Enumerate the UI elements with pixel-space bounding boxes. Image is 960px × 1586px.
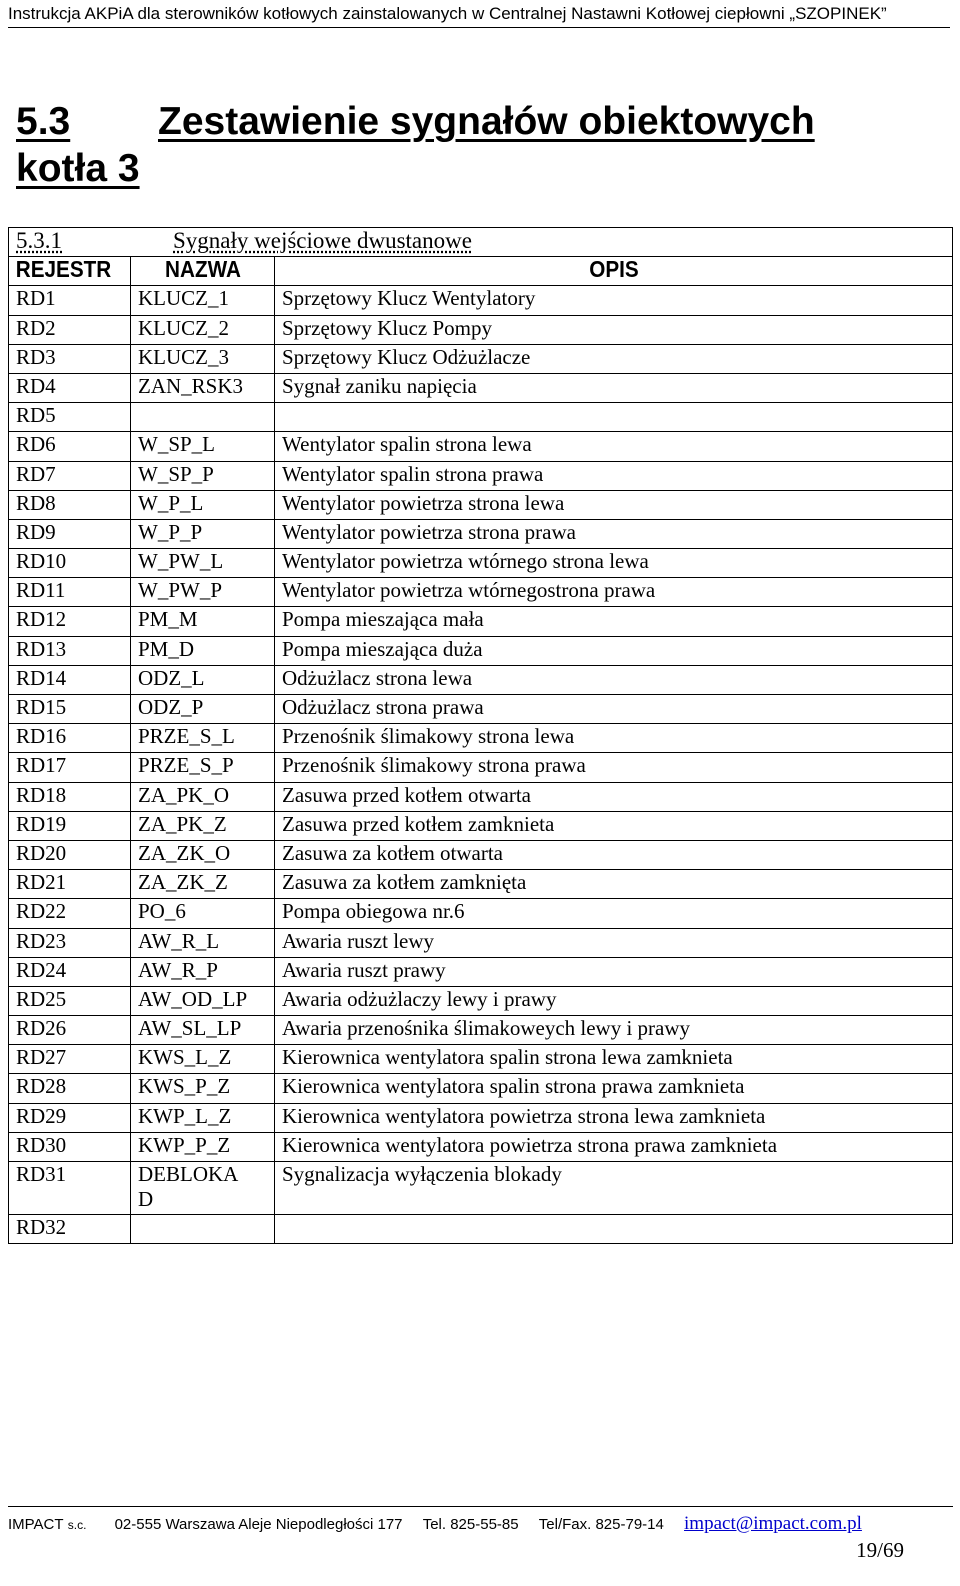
cell-description: Zasuwa za kotłem zamknięta: [275, 870, 953, 899]
cell-register: RD17: [9, 753, 131, 782]
page-number: 19/69: [856, 1538, 904, 1562]
header-description: OPIS: [308, 257, 918, 286]
footer-fax: Tel/Fax. 825-79-14: [538, 1516, 664, 1533]
cell-description: Wentylator spalin strona prawa: [275, 461, 953, 490]
cell-description: Zasuwa przed kotłem otwarta: [275, 782, 953, 811]
cell-name: KLUCZ_1: [131, 286, 275, 315]
header-name: NAZWA: [138, 257, 268, 286]
cell-description: Zasuwa za kotłem otwarta: [275, 840, 953, 869]
cell-name: W_PW_P: [131, 578, 275, 607]
cell-description: Wentylator powietrza wtórnego strona lewa: [275, 549, 953, 578]
cell-register: RD5: [9, 403, 131, 432]
cell-description: Sygnalizacja wyłączenia blokady: [275, 1162, 953, 1215]
table-row: [9, 461, 953, 490]
cell-description: Kierownica wentylatora powietrza strona lewa zamknieta: [275, 1103, 953, 1132]
table-row: [9, 519, 953, 548]
cell-description: [275, 1215, 953, 1244]
table-row: [9, 695, 953, 724]
header-register: REJESTR: [9, 257, 119, 286]
footer-address: 02-555 Warszawa Aleje Niepodległości 177: [114, 1516, 403, 1533]
signals-table: [8, 227, 953, 1244]
cell-name: AW_SL_LP: [131, 1016, 275, 1045]
cell-description: Awaria ruszt prawy: [275, 957, 953, 986]
cell-description: Sprzętowy Klucz Odżużlacze: [275, 344, 953, 373]
cell-name: [131, 403, 275, 432]
cell-name: PO_6: [131, 899, 275, 928]
table-row: [9, 607, 953, 636]
cell-register: RD8: [9, 490, 131, 519]
table-row: [9, 753, 953, 782]
cell-name: AW_R_L: [131, 928, 275, 957]
cell-name: KWS_P_Z: [131, 1074, 275, 1103]
cell-name: KWP_L_Z: [131, 1103, 275, 1132]
cell-register: RD30: [9, 1132, 131, 1161]
table-row: [9, 724, 953, 753]
table-header-row: [9, 257, 953, 286]
table-row: [9, 315, 953, 344]
cell-name: W_P_P: [131, 519, 275, 548]
table-row: [9, 782, 953, 811]
cell-register: RD1: [9, 286, 131, 315]
document-footer: [8, 1506, 953, 1535]
cell-description: Pompa mieszająca mała: [275, 607, 953, 636]
cell-description: Wentylator powietrza wtórnegostrona prawa: [275, 578, 953, 607]
cell-register: RD4: [9, 373, 131, 402]
cell-name: PRZE_S_L: [131, 724, 275, 753]
table-row: [9, 811, 953, 840]
cell-description: Pompa obiegowa nr.6: [275, 899, 953, 928]
footer-email-link[interactable]: impact@impact.com.pl: [684, 1513, 862, 1534]
table-row: [9, 986, 953, 1015]
table-row: [9, 1045, 953, 1074]
table-row: [9, 665, 953, 694]
table-row: [9, 840, 953, 869]
subsection-title: Sygnały wejściowe dwustanowe: [173, 228, 472, 253]
cell-name: ZA_ZK_O: [131, 840, 275, 869]
cell-name: W_PW_L: [131, 549, 275, 578]
table-row: [9, 899, 953, 928]
cell-register: RD32: [9, 1215, 131, 1244]
cell-description: Wentylator spalin strona lewa: [275, 432, 953, 461]
table-row: [9, 578, 953, 607]
cell-name: W_SP_P: [131, 461, 275, 490]
subsection-caption: [9, 228, 953, 257]
cell-register: RD19: [9, 811, 131, 840]
cell-name: KLUCZ_2: [131, 315, 275, 344]
cell-description: Sygnał zaniku napięcia: [275, 373, 953, 402]
cell-name: KLUCZ_3: [131, 344, 275, 373]
table-row: [9, 636, 953, 665]
cell-description: Awaria odżużlaczy lewy i prawy: [275, 986, 953, 1015]
table-row: [9, 286, 953, 315]
cell-register: RD6: [9, 432, 131, 461]
table-row: [9, 344, 953, 373]
cell-name: ODZ_P: [131, 695, 275, 724]
table-row: [9, 1132, 953, 1161]
cell-description: Odżużlacz strona lewa: [275, 665, 953, 694]
section-title: [16, 98, 916, 192]
cell-description: Sprzętowy Klucz Wentylatory: [275, 286, 953, 315]
cell-register: RD10: [9, 549, 131, 578]
cell-register: RD14: [9, 665, 131, 694]
cell-register: RD31: [9, 1162, 131, 1215]
cell-name: ODZ_L: [131, 665, 275, 694]
document-header: Instrukcja AKPiA dla sterowników kotłowych zainstalowanych w Centralnej Nastawni Kotłowej ciepłowni „SZOPINEK”: [8, 2, 950, 28]
table-row: [9, 1103, 953, 1132]
cell-register: RD26: [9, 1016, 131, 1045]
cell-register: RD12: [9, 607, 131, 636]
cell-register: RD28: [9, 1074, 131, 1103]
cell-description: Awaria ruszt lewy: [275, 928, 953, 957]
cell-name: DEBLOKA D: [131, 1162, 275, 1215]
cell-description: Kierownica wentylatora powietrza strona prawa zamknieta: [275, 1132, 953, 1161]
table-row: [9, 1016, 953, 1045]
cell-name: ZAN_RSK3: [131, 373, 275, 402]
cell-register: RD25: [9, 986, 131, 1015]
table-row: [9, 549, 953, 578]
cell-register: RD18: [9, 782, 131, 811]
cell-register: RD22: [9, 899, 131, 928]
table-row: [9, 490, 953, 519]
cell-register: RD2: [9, 315, 131, 344]
cell-register: RD27: [9, 1045, 131, 1074]
table-row: [9, 403, 953, 432]
cell-description: Wentylator powietrza strona prawa: [275, 519, 953, 548]
table-row: [9, 870, 953, 899]
cell-name: [131, 1215, 275, 1244]
section-number: 5.3: [16, 100, 71, 143]
subsection-caption-row: [9, 228, 953, 257]
cell-description: Awaria przenośnika ślimakoweych lewy i prawy: [275, 1016, 953, 1045]
cell-description: Przenośnik ślimakowy strona prawa: [275, 753, 953, 782]
footer-company: IMPACT: [8, 1516, 64, 1533]
cell-name: AW_R_P: [131, 957, 275, 986]
cell-name: ZA_PK_O: [131, 782, 275, 811]
cell-description: Sprzętowy Klucz Pompy: [275, 315, 953, 344]
cell-register: RD29: [9, 1103, 131, 1132]
cell-name: PM_M: [131, 607, 275, 636]
cell-name: ZA_ZK_Z: [131, 870, 275, 899]
table-row: [9, 1215, 953, 1244]
cell-register: RD7: [9, 461, 131, 490]
cell-register: RD16: [9, 724, 131, 753]
cell-description: Przenośnik ślimakowy strona lewa: [275, 724, 953, 753]
cell-description: Zasuwa przed kotłem zamknieta: [275, 811, 953, 840]
footer-company-suffix: s.c.: [67, 1518, 87, 1532]
cell-register: RD9: [9, 519, 131, 548]
cell-register: RD23: [9, 928, 131, 957]
cell-description: Pompa mieszająca duża: [275, 636, 953, 665]
cell-register: RD21: [9, 870, 131, 899]
cell-name: AW_OD_LP: [131, 986, 275, 1015]
table-row: [9, 432, 953, 461]
cell-name: ZA_PK_Z: [131, 811, 275, 840]
table-row: [9, 957, 953, 986]
cell-register: RD24: [9, 957, 131, 986]
cell-description: Odżużlacz strona prawa: [275, 695, 953, 724]
section-title-line2: kotła 3: [16, 147, 140, 190]
table-row: [9, 928, 953, 957]
cell-register: RD20: [9, 840, 131, 869]
cell-name: PM_D: [131, 636, 275, 665]
section-title-line1: Zestawienie sygnałów obiektowych: [158, 100, 815, 143]
cell-description: Kierownica wentylatora spalin strona prawa zamknieta: [275, 1074, 953, 1103]
cell-name: KWP_P_Z: [131, 1132, 275, 1161]
cell-name: PRZE_S_P: [131, 753, 275, 782]
cell-name: KWS_L_Z: [131, 1045, 275, 1074]
cell-register: RD13: [9, 636, 131, 665]
cell-name: W_SP_L: [131, 432, 275, 461]
table-row: [9, 1162, 953, 1215]
cell-description: Wentylator powietrza strona lewa: [275, 490, 953, 519]
cell-description: [275, 403, 953, 432]
cell-register: RD11: [9, 578, 131, 607]
subsection-number: 5.3.1: [16, 228, 62, 253]
cell-name: W_P_L: [131, 490, 275, 519]
cell-description: Kierownica wentylatora spalin strona lewa zamknieta: [275, 1045, 953, 1074]
footer-tel: Tel. 825-55-85: [422, 1516, 519, 1533]
cell-register: RD3: [9, 344, 131, 373]
table-row: [9, 373, 953, 402]
table-row: [9, 1074, 953, 1103]
cell-register: RD15: [9, 695, 131, 724]
